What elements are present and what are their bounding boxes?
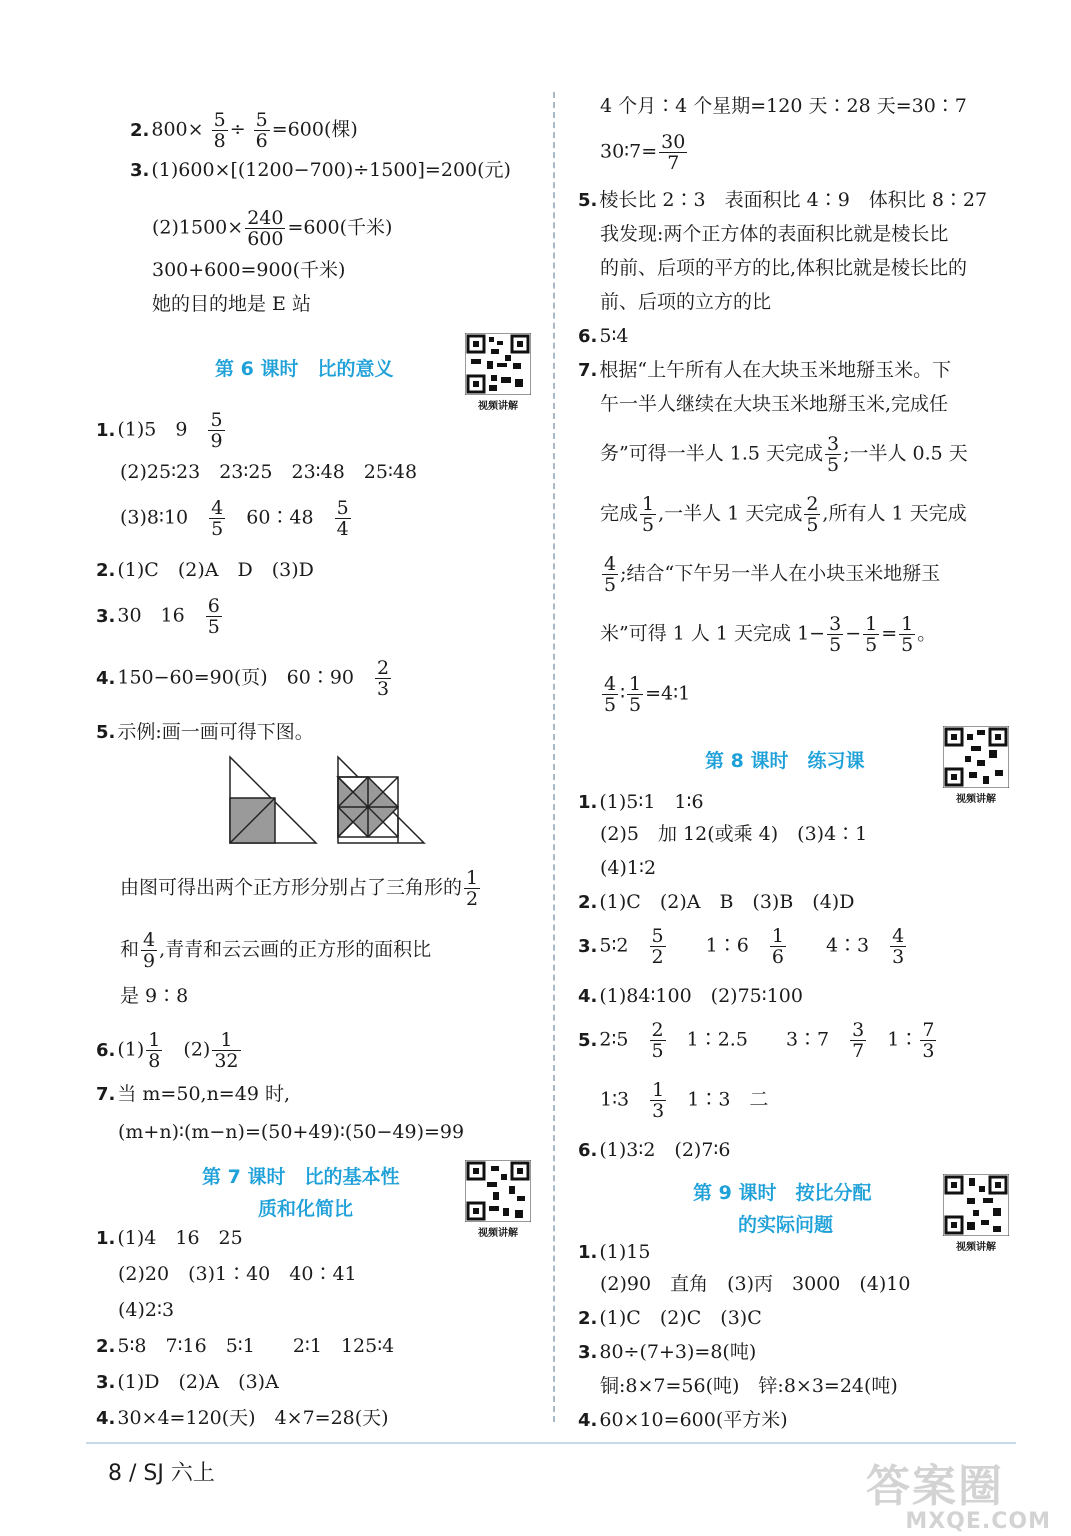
- left-7-q4: 4. 30×4=120(天) 4×7=28(天): [96, 1407, 389, 1429]
- text-line: (2)5 加 12(或乘 4) (3)4∶1: [600, 823, 868, 845]
- right-9-q4: 4. 60×10=600(平方米): [578, 1409, 788, 1431]
- right-9-q1a: 1. (1)15: [578, 1241, 651, 1263]
- left-6-q2: 2. (1)C (2)A D (3)D: [96, 559, 314, 581]
- right-8-q6: 6. (1)3∶2 (2)7∶6: [578, 1139, 731, 1161]
- right-8-q4: 4. (1)84∶100 (2)75∶100: [578, 985, 803, 1007]
- right-q7-l13: 米”可得 1 人 1 天完成 1− $\frac{3}{5}$ − $\frac{1}{5}$ = $\frac{1}{5}$ 。: [600, 613, 937, 656]
- left-6-q1a: 1. (1)5 9 $\frac{5}{9}$: [96, 409, 223, 452]
- section-title-7: 第 7 课时 比的基本性: [202, 1166, 400, 1188]
- left-6-q6: 6. (1) $\frac{1}{8}$ (2) $\frac{1}{32}$: [96, 1029, 239, 1072]
- footer-rule: [86, 1442, 1016, 1444]
- section-title-6: 第 6 课时 比的意义: [215, 358, 394, 380]
- text-line: 她的目的地是 E 站: [152, 293, 311, 315]
- text-line: (4)1∶2: [600, 857, 657, 879]
- text-line: (2)25∶23 23∶25 23∶48 25∶48: [120, 461, 418, 483]
- left-6-q3: 3. 30 16 $\frac{6}{5}$: [96, 595, 220, 638]
- left-7-q3: 3. (1)D (2)A (3)A: [96, 1371, 279, 1393]
- qr-code[interactable]: 视频讲解: [465, 1160, 531, 1239]
- left-6-q5c: 和 $\frac{4}{9}$ ,青青和云云画的正方形的面积比: [120, 929, 432, 972]
- qr-code[interactable]: 视频讲解: [943, 726, 1009, 805]
- right-8-q1a: 1. (1)5∶1 1∶6: [578, 791, 704, 813]
- qr-code[interactable]: 视频讲解: [465, 333, 531, 412]
- right-q7: 7. 根据“上午所有人在大块玉米地掰玉米。下: [578, 359, 952, 381]
- left-q3-2-line: (2)1500× $\frac{240}{600}$ =600(千米): [152, 207, 393, 250]
- section-title-9: 第 9 课时 按比分配: [693, 1182, 872, 1204]
- qr-code-icon: [943, 726, 1009, 788]
- right-8-q2: 2. (1)C (2)A B (3)B (4)D: [578, 891, 855, 913]
- left-6-q1c: (3)8∶10 $\frac{4}{5}$ 60∶48 $\frac{5}{4}$: [120, 497, 349, 540]
- text-line: (4)2∶3: [118, 1299, 175, 1321]
- qr-code-icon: [943, 1174, 1009, 1236]
- section-title-9-line2: 的实际问题: [738, 1214, 834, 1236]
- section-title-8: 第 8 课时 练习课: [705, 750, 865, 772]
- qr-code-icon: [465, 1160, 531, 1222]
- text-line: (2)20 (3)1∶40 40∶41: [118, 1263, 357, 1285]
- right-q7-l11: 完成 $\frac{1}{5}$ ,一半人 1 天完成 $\frac{2}{5}$ ,所有人 1 天完成: [600, 493, 967, 536]
- right-q7-l14: $\frac{4}{5}$ ∶ $\frac{1}{5}$ =4∶1: [604, 673, 691, 716]
- left-6-q5: 5. 示例:画一画可得下图。: [96, 721, 314, 743]
- right-q6: 6. 5∶4: [578, 325, 629, 347]
- text-line: 的前、后项的平方的比,体积比就是棱长比的: [600, 257, 968, 279]
- column-divider: [553, 92, 555, 1422]
- right-q7-l10: 务”可得一半人 1.5 天完成 $\frac{3}{5}$ ;一半人 0.5 天: [600, 433, 968, 476]
- text-line: 午一半人继续在大块玉米地掰玉米,完成任: [600, 393, 949, 415]
- watermark-logo: 答案圈 MXQE.COM: [866, 1461, 1051, 1534]
- triangle-diagram: [228, 755, 428, 845]
- right-9-q3: 3. 80÷(7+3)=8(吨): [578, 1341, 757, 1363]
- qr-code[interactable]: 视频讲解: [943, 1174, 1009, 1253]
- right-ratio-line: 30∶7= $\frac{30}{7}$: [600, 131, 686, 174]
- qr-code-icon: [465, 333, 531, 395]
- text-line: 前、后项的立方的比: [600, 291, 772, 313]
- right-8-q5: 5. 2∶5 $\frac{2}{5}$ 1∶2.5 3∶7 $\frac{3}{7}$ 1∶ $\frac{7}{3}$: [578, 1019, 935, 1062]
- text-line: (m+n)∶(m−n)=(50+49)∶(50−49)=99: [118, 1121, 465, 1143]
- fraction: $\frac{5}{6}$: [255, 109, 268, 152]
- text-line: 是 9∶8: [120, 985, 189, 1007]
- page-footer: 8 / SJ 六上: [108, 1461, 215, 1486]
- fraction: $\frac{240}{600}$: [247, 207, 284, 250]
- text-line: 4 个月∶4 个星期=120 天∶28 天=30∶7: [600, 95, 967, 117]
- left-6-q4: 4. 150−60=90(页) 60∶90 $\frac{2}{3}$: [96, 657, 390, 700]
- left-6-q7: 7. 当 m=50,n=49 时,: [96, 1083, 290, 1105]
- left-7-q1a: 1. (1)4 16 25: [96, 1227, 243, 1249]
- text-line: 我发现:两个正方体的表面积比就是棱长比: [600, 223, 949, 245]
- text-line: 铜:8×7=56(吨) 锌:8×3=24(吨): [600, 1375, 898, 1397]
- fraction: $\frac{5}{8}$: [213, 109, 226, 152]
- left-7-q2: 2. 5∶8 7∶16 5∶1 2∶1 125∶4: [96, 1335, 395, 1357]
- section-title-7-line2: 质和化简比: [258, 1198, 354, 1220]
- right-q5: 5. 棱长比 2∶3 表面积比 4∶9 体积比 8∶27: [578, 189, 988, 211]
- left-q2-line: 2. 800× $\frac{5}{8}$ ÷ $\frac{5}{6}$ =600(棵): [130, 109, 358, 152]
- right-q7-l12: $\frac{4}{5}$ ;结合“下午另一半人在小块玉米地掰玉: [604, 553, 941, 596]
- right-9-q2: 2. (1)C (2)C (3)C: [578, 1307, 762, 1329]
- text-line: (2)90 直角 (3)丙 3000 (4)10: [600, 1273, 911, 1295]
- right-8-q5b: 1∶3 $\frac{1}{3}$ 1∶3 二: [600, 1079, 769, 1122]
- text-line: 300+600=900(千米): [152, 259, 346, 281]
- right-8-q3: 3. 5∶2 $\frac{5}{2}$ 1∶6 $\frac{1}{6}$ 4∶3 $\frac{4}{3}$: [578, 925, 905, 968]
- left-q3-line: 3. (1)600×[(1200−700)÷1500]=200(元): [130, 159, 511, 181]
- left-6-q5b: 由图可得出两个正方形分别占了三角形的 $\frac{1}{2}$: [120, 867, 479, 910]
